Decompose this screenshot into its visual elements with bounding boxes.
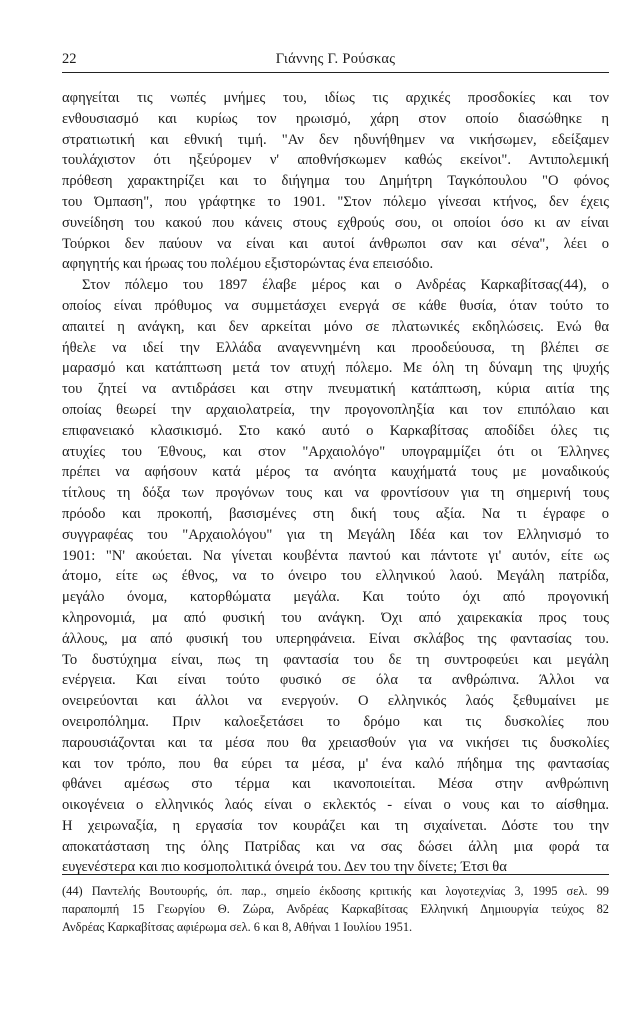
body-line: πρέπει να αφήσουν κατά μέρος τα ανόητα καυχήματά τους με μοναδικούς <box>62 464 609 481</box>
body-line: παρουσιάζονται και τα μέσα που θα χρειασθούν για να νικήσει τις δυσκολίες <box>62 734 609 751</box>
body-line: ευγενέστερα και πιο κοσμοπολιτικά όνειρά του. Δεν του την δίνετε; Έτσι θα <box>62 859 507 876</box>
body-line: αφηγείται τις νωπές μνήμες του, ιδίως τις αρχικές προσδοκίες και τον <box>62 90 609 106</box>
footnote-rule <box>62 874 609 875</box>
body-line: οικογένεια ο ελληνικός λαός είναι ο εκλεκτός - είναι ο νους και το αίσθημα. <box>62 797 609 814</box>
body-line: επιφανειακό κλασικισμό. Στο κακό αυτό ο Καρκαβίτσας αποδίδει όλες τις <box>62 422 609 439</box>
footnote-line: παραπομπή 15 Γεωργίου Θ. Ζώρα, Ανδρέας Καρκαβίτσας Ελληνική Δημιουργία τεύχος 82 <box>62 902 609 916</box>
footnote-line: Ανδρέας Καρκαβίτσας αφιέρωμα σελ. 6 και 8, Αθήναι 1 Ιουλίου 1951. <box>62 920 413 934</box>
body-line: του ζητεί να αντιδράσει και στην πνευματική κατάπτωση, κύρια αιτία της <box>62 381 609 398</box>
body-line: Το δυστύχημα είναι, πως τη φαντασία του δε τη συντροφεύει και μεγάλη <box>62 651 609 668</box>
body-line: απαιτεί η ανάγκη, και δεν αρκείται μόνο σε πλατωνικές εκδηλώσεις. Ενώ θα <box>62 318 609 335</box>
footnotes <box>62 874 609 936</box>
body-text <box>62 88 609 878</box>
body-line: τουλάχιστον ότι ηξεύρομεν ν' αποθνήσκωμεν καθώς εκείνοι". Αντιπολεμική <box>62 152 609 169</box>
body-line: 1901: "Ν' ακούεται. Να γίνεται κουβέντα παντού και πάντοτε γι' αυτόν, είτε ως <box>62 547 609 564</box>
body-line: μαρασμό και κατάπτωση μετά τον ατυχή πόλεμο. Με όλη τη δύναμη της ψυχής <box>62 360 609 377</box>
page-header <box>62 50 609 73</box>
body-line: αποκατάσταση της όλης Πατρίδας και να σας δώσει άλλη μια φορά τα <box>62 838 609 855</box>
footnote-line: (44) Παντελής Βουτουρής, όπ. παρ., σημείο έκδοσης κριτικής και λογοτεχνίας 3, 1995 σελ. 99 <box>62 884 609 898</box>
body-line: φθάνει αμέσως στο τέρμα και ικανοποιείται. Μέσα στην ανθρώπινη <box>62 776 609 793</box>
body-line: άτομο, είτε ως έθνος, να το όνειρο του ελληνικού λαού. Μεγάλη πατρίδα, <box>62 568 609 585</box>
body-line: συνείδηση του κακού που κάνεις στους εχθρούς σου, οι οποίοι όσο κι αν είναι <box>62 214 609 231</box>
body-line: στρατιωτική και εθνική τιμή. "Αν δεν ηδυνήθημεν να νικήσωμεν, εδείξαμεν <box>62 131 609 148</box>
body-line: οποίος είναι πρόθυμος να συμμετάσχει ενεργά σε κάθε θυσία, όταν τούτο το <box>62 297 609 314</box>
body-line: οποίας θεωρεί την αρχαιολατρεία, την προγονοπληξία και τον επιπόλαιο και <box>62 401 609 418</box>
body-line: του Όμπαση", που γράφτηκε το 1901. "Στον πόλεμο γίνεσαι κτήνος, δεν έχεις <box>62 193 609 210</box>
body-line: ατυχίες του Έθνους, και στον "Αρχαιολόγο" υπογραμμίζει ότι οι Έλληνες <box>62 443 609 460</box>
body-line: ονειρεύονται και άλλοι να ενεργούν. Ο ελληνικός λαός ξεθυμαίνει με <box>62 693 609 710</box>
body-line: μεγάλο όνομα, κατορθώματα μεγάλα. Και τούτο όχι από προγονική <box>62 589 609 606</box>
body-line: αφηγητής και ήρωας του πολέμου εξιστορώντας ένα επεισόδιο. <box>62 256 434 273</box>
body-line: άλλους, μα από φυσική του υπερηφάνεια. Είναι σκλάβος της φαντασίας του. <box>62 630 609 647</box>
body-line: ενέργεια. Και είναι τούτο φυσικό σε όλα τα ανθρώπινα. Άλλοι να <box>62 672 609 689</box>
body-line: ονειροπόλημα. Πριν καλοεξετάσει το δρόμο και τις δυσκολίες που <box>62 713 609 730</box>
body-line: Η χειρωναξία, η εργασία τον κουράζει και τη σιχαίνεται. Δόστε του την <box>62 817 609 834</box>
body-line: κληρονομιά, μα από φυσική του ανάγκη. Όχι από χαιρεκακία προς τους <box>62 609 609 626</box>
body-line: ενθουσιασμό και κυρίως τον ηρωισμό, χάρη στον οποίο διασώθηκε η <box>62 110 609 127</box>
running-head: Γιάννης Γ. Ρούσκας <box>275 51 396 67</box>
body-line: πρόθεση χαρακτηρίζει και το διήγημα του Δημήτρη Ταγκόπουλου "Ο φόνος <box>62 173 609 190</box>
body-line: Τούρκοι δεν παύουν να είναι και αυτοί άνθρωποι σαν και σένα", λέει ο <box>62 235 609 252</box>
body-line: συγγραφέας του "Αρχαιολόγου" για τη Μεγάλη Ιδέα και τον Ελληνισμό το <box>62 526 609 543</box>
body-line: τίτλους τη δόξα των προγόνων τους και να φροντίσουν για τη σημερινή τους <box>62 485 609 502</box>
page-number: 22 <box>62 51 77 67</box>
body-line: ήθελε να ιδεί την Ελλάδα αναγεννημένη και προοδεύουσα, τη βλέπει σε <box>62 339 609 356</box>
body-line: πρόοδο και προκοπή, βασισμένες στη δική τους αξία. Να τι έγραφε ο <box>62 505 609 522</box>
body-line: και τον τρόπο, που θα εύρει τα μέσα, μ' ένα καλό πήδημα της φαντασίας <box>62 755 609 772</box>
body-line: Στον πόλεμο του 1897 έλαβε μέρος και ο Ανδρέας Καρκαβίτσας(44), ο <box>82 277 609 294</box>
